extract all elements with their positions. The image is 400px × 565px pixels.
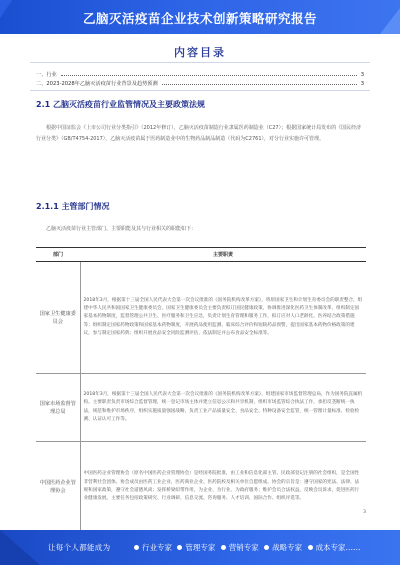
bullet-dot-icon [177,545,182,550]
table-row [36,374,366,442]
toc-leader-dots [61,73,357,76]
toc-item-page: 3 [360,80,364,87]
toc-leader-dots [162,82,357,85]
table-cell-duties: 2018年3月，根据第十三届全国人民代表大会第一次会议批准的《国务院机构改革方案》，组建国家市场监督管理总局，作为国务院直属机构。主要职责负责市场综合监督管理，统一登记市场主体并建立信息公示和共享机制，组织市场监管综合执法工作，承担反垄断统一执法，规范和维护市场秩序，组织实施质量强国战略，负责工业产品质量安全、食品安全、特种设备安全监管，统一管理计量标准、检验检测、认证认可工作等。 [80,374,366,442]
toc-item[interactable] [36,71,364,78]
section-heading-2-1-1: 2.1.1 主管部门情况 [36,202,110,211]
footer-role: 管理专家 [177,543,215,552]
footer-role: 行业专家 [134,543,172,552]
footer-role: 成本专家…… [308,543,361,552]
report-header-banner [0,0,400,34]
section-2-1-1-paragraph: 乙脑灭活疫苗行业主管部门、主要职能及其与行业相关的职能如下： [46,226,197,232]
section-2-1-paragraph: 根据中国证监会《上市公司行业分类指引》（2012年修订），乙脑灭活疫苗制造行业隶属医药制造业（C27）；根据国家统计局发布的《国民经济行业分类》（GB/T4754-2017），乙脑灭活疫苗属于医药制造业中的生物药品制品制造（代码为C2761），对分行业实施许可管理。 [36,125,362,142]
footer-decor [0,530,40,565]
toc-item[interactable] [36,80,364,87]
table-cell-duties: 2018年3月，根据第十三届全国人民代表大会第一次会议批准的《国务院机构改革方案》，将原国家卫生和计划生育委员会的职责整合，组建中华人民共和国国家卫生健康委员会。国家卫生健康委员会主要负责拟订国民健康政策，协调推进深化医药卫生体制改革，组织制定国家基本药物制度，监督管理公共卫生、医疗服务和卫生应急，负责计划生育管理和服务工作，拟订应对人口老龄化、医养结合政策措施等；组织制定国家药物政策和国家基本药物制度，开展药品使用监测、临床综合评价和短缺药品预警，提出国家基本药物价格政策的建议，参与制定国家药典；组织开展食品安全风险监测评估，依法制定并公布食品安全标准等。 [80,262,366,374]
table-header-duties: 主要职责 [80,248,366,262]
bullet-dot-icon [221,545,226,550]
bullet-dot-icon [308,545,313,550]
toc-divider [30,90,370,91]
table-header-row [36,248,366,262]
table-row [36,442,366,532]
page-number: 3 [363,510,366,515]
toc-title: 内容目录 [174,46,226,59]
toc-divider [30,62,370,63]
section-heading-2-1: 2.1 乙脑灭活疫苗行业监管情况及主要政策法规 [36,100,205,109]
report-title: 乙脑灭活疫苗企业技术创新策略研究报告 [82,11,317,26]
regulators-table [36,247,366,532]
bullet-dot-icon [134,545,139,550]
table-cell-dept: 国家市场监督管理总局 [36,374,80,442]
table-header-dept: 部门 [36,248,80,262]
toc-item-page: 3 [360,71,364,78]
table-cell-dept: 国家卫生健康委员会 [36,262,80,374]
footer-slogan: 让每个人都能成为 [48,543,111,552]
toc-item-label: 一、行业 [36,72,57,78]
table-cell-duties: 中国医药企业管理协会（原名中国医药企业管理协会）是经国务院批准，由工业和信息化部主管、民政部登记注册的社会组织，是全国性非营利社会团体。协会成员由医药工业企业、医药商业企业、医药院校及相关单位自愿组成。协会的宗旨是：遵守国家的宪法、法律、法规和国家政策，遵守社会道德风尚；发挥桥梁纽带作用，为企业、为行业、为政府服务；维护会员合法权益，反映会员诉求，促进医药行业健康发展。主要任务包括政策研究、行业调研、信息交流、咨询服务、人才培训、国际合作、组织评选等。 [83,471,360,501]
toc-item-label: 二、2023-2028年乙脑灭活疫苗行业背景及趋势预测 [36,81,158,87]
table-cell-dept: 中国医药企业管理协会 [36,442,80,532]
table-row [36,262,366,374]
footer-roles [134,542,364,553]
footer-role: 战略专家 [264,543,302,552]
footer-role: 营销专家 [221,543,259,552]
footer-banner [0,530,400,565]
bullet-dot-icon [264,545,269,550]
